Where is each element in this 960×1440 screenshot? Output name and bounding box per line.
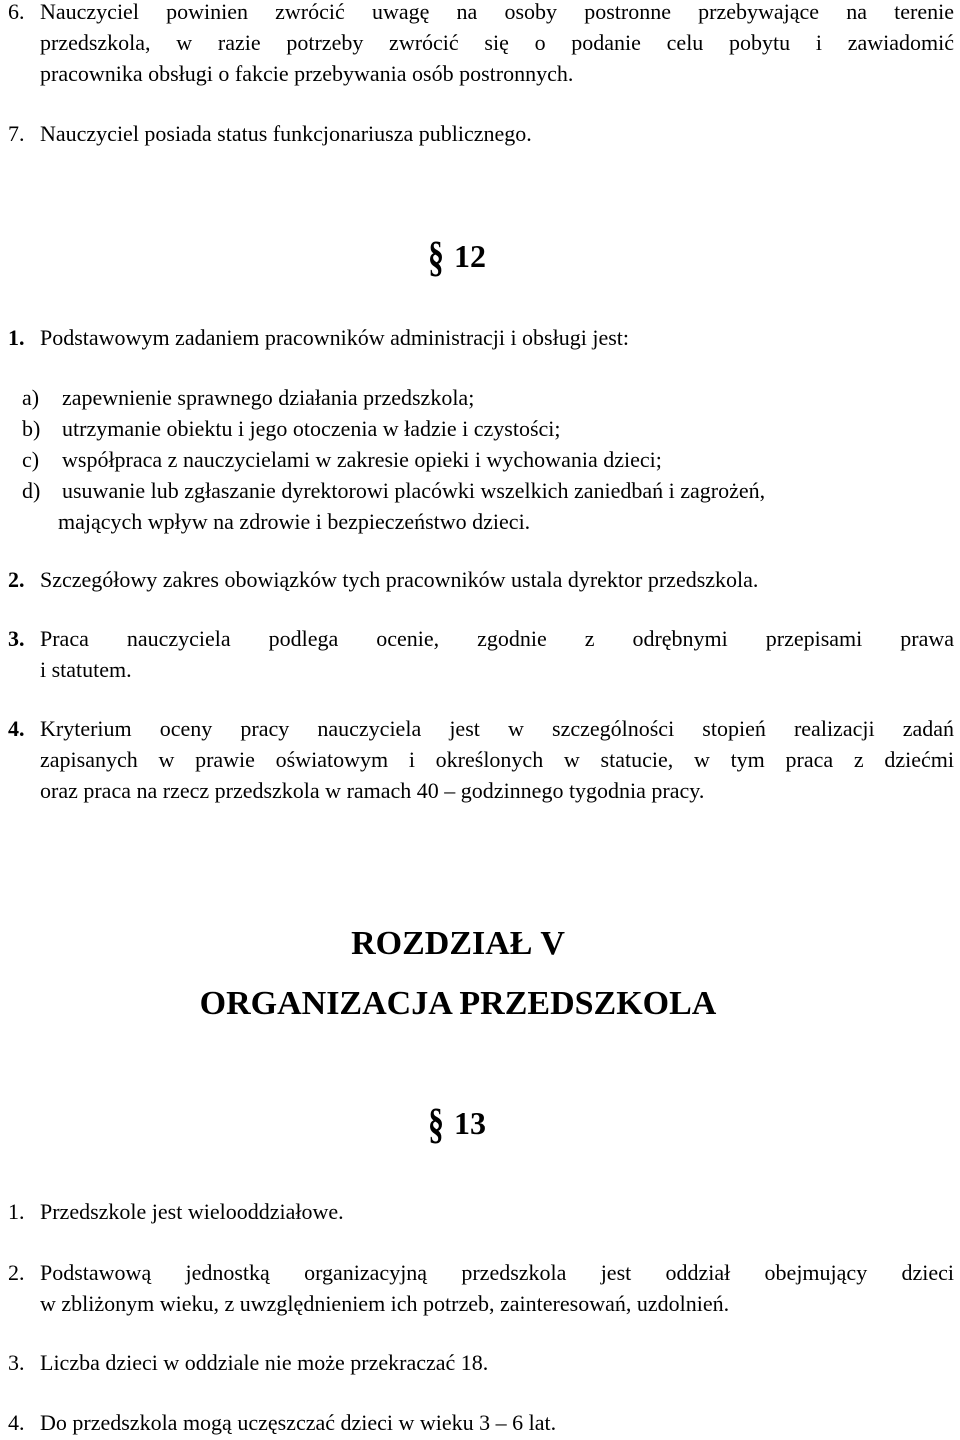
section-symbol: § xyxy=(428,231,444,281)
paragraph-6-line-1: Nauczyciel powinien zwrócić uwagę na osoby postronne przebywające na terenie xyxy=(40,0,954,24)
point-text-line-2: w zbliżonym wieku, z uwzględnieniem ich potrzeb, zainteresowań, uzdolnień. xyxy=(40,1291,730,1316)
point-text: Do przedszkola mogą uczęszczać dzieci w wieku 3 – 6 lat. xyxy=(40,1410,557,1435)
point-number: 2. xyxy=(8,1260,25,1285)
point-text-line-1: Praca nauczyciela podlega ocenie, zgodnie z odrębnymi przepisami prawa xyxy=(40,626,954,651)
section-number: 12 xyxy=(454,238,486,274)
chapter-title: ROZDZIAŁ V xyxy=(351,925,565,962)
list-text: współpraca z nauczycielami w zakresie opieki i wychowania dzieci; xyxy=(62,447,662,472)
paragraph-6-line-2: przedszkola, w razie potrzeby zwrócić się o podanie celu pobytu i zawiadomić xyxy=(40,30,954,55)
point-text: Przedszkole jest wielooddziałowe. xyxy=(40,1199,344,1224)
point-number: 2. xyxy=(8,567,25,592)
section-12-point-2 xyxy=(8,564,954,595)
list-label: a) xyxy=(22,385,40,410)
point-text-line-1: Podstawową jednostką organizacyjną przedszkola jest oddział obejmujący dzieci xyxy=(40,1260,954,1285)
section-symbol: § xyxy=(428,1098,444,1148)
section-13-point-2-cont xyxy=(8,1288,954,1319)
point-text: Podstawowym zadaniem pracowników administracji i obsługi jest: xyxy=(40,325,630,350)
list-item xyxy=(22,413,954,444)
section-13-heading xyxy=(428,1098,486,1148)
paragraph-6-number: 6. xyxy=(8,0,25,24)
paragraph-7-text: Nauczyciel posiada status funkcjonariusza publicznego. xyxy=(40,121,532,146)
point-text: Liczba dzieci w oddziale nie może przekraczać 18. xyxy=(40,1350,489,1375)
section-12-heading xyxy=(428,231,486,281)
list-item xyxy=(22,475,954,506)
point-number: 1. xyxy=(8,1199,25,1224)
section-12-point-4-cont xyxy=(8,744,954,775)
section-13-point-4 xyxy=(8,1407,954,1438)
point-text-line-1: Kryterium oceny pracy nauczyciela jest w szczególności stopień realizacji zadań xyxy=(40,716,954,741)
section-13-point-1 xyxy=(8,1196,954,1227)
point-text-line-2: i statutem. xyxy=(40,657,132,682)
section-12-point-1 xyxy=(8,322,954,353)
section-12-point-3 xyxy=(8,623,954,654)
point-text-line-2: zapisanych w prawie oświatowym i określonych w statucie, w tym praca z dziećmi xyxy=(40,747,954,772)
point-number: 4. xyxy=(8,716,25,741)
list-item-cont xyxy=(58,506,954,537)
point-text: Szczegółowy zakres obowiązków tych pracowników ustala dyrektor przedszkola. xyxy=(40,567,759,592)
section-12-point-4-cont-2 xyxy=(8,775,954,806)
point-text-line-3: oraz praca na rzecz przedszkola w ramach 40 – godzinnego tygodnia pracy. xyxy=(40,778,705,803)
section-12-point-4 xyxy=(8,713,954,744)
list-text: utrzymanie obiektu i jego otoczenia w ładzie i czystości; xyxy=(62,416,561,441)
list-text: usuwanie lub zgłaszanie dyrektorowi placówki wszelkich zaniedbań i zagrożeń, xyxy=(62,478,766,503)
section-12-point-3-cont xyxy=(8,654,954,685)
point-number: 3. xyxy=(8,1350,25,1375)
point-number: 1. xyxy=(8,325,25,350)
section-number: 13 xyxy=(454,1105,486,1141)
section-13-point-3 xyxy=(8,1347,954,1378)
list-text-cont: mających wpływ na zdrowie i bezpieczeństwo dzieci. xyxy=(58,509,531,534)
list-label: d) xyxy=(22,478,41,503)
list-text: zapewnienie sprawnego działania przedszkola; xyxy=(62,385,475,410)
paragraph-7 xyxy=(8,118,954,149)
chapter-subtitle: ORGANIZACJA PRZEDSZKOLA xyxy=(199,985,717,1022)
list-item xyxy=(22,382,954,413)
paragraph-6-cont-2 xyxy=(8,58,954,89)
list-item xyxy=(22,444,954,475)
point-number: 3. xyxy=(8,626,25,651)
paragraph-6-cont xyxy=(8,27,954,58)
list-label: c) xyxy=(22,447,40,472)
list-label: b) xyxy=(22,416,41,441)
paragraph-6 xyxy=(8,0,954,27)
paragraph-7-number: 7. xyxy=(8,121,25,146)
point-number: 4. xyxy=(8,1410,25,1435)
section-13-point-2 xyxy=(8,1257,954,1288)
paragraph-6-line-3: pracownika obsługi o fakcie przebywania osób postronnych. xyxy=(40,61,574,86)
